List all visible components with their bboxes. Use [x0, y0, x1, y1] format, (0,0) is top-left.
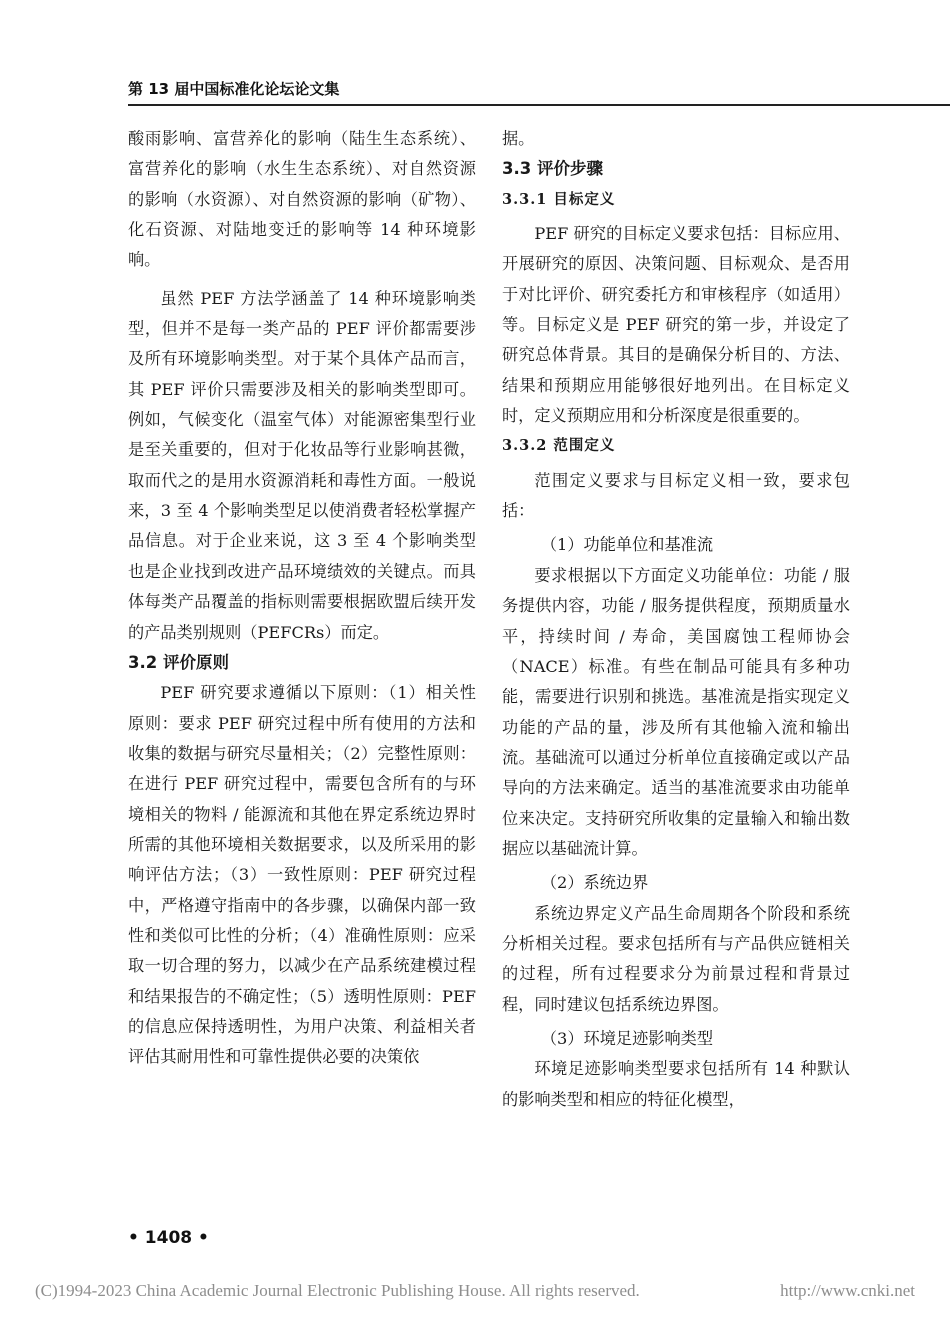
- copyright-text: (C)1994-2023 China Academic Journal Electronic Publishing House. All rights reserved.: [35, 1281, 640, 1300]
- left-column: [128, 124, 476, 1073]
- paragraph-footprint-impact: 环境足迹影响类型要求包括所有 14 种默认的影响类型和相应的特征化模型，: [502, 1059, 850, 1109]
- item-heading-functional-unit: （1）功能单位和基准流: [540, 535, 714, 555]
- paragraph-continued: 酸雨影响、富营养化的影响（陆生生态系统）、富营养化的影响（水生生态系统）、对自然资源的影响（水资源）、对自然资源的影响（矿物）、化石资源、对陆地变迁的影响等 14 种环境影响。: [128, 129, 476, 270]
- item-heading-footprint-impact: （3）环境足迹影响类型: [540, 1028, 714, 1048]
- paragraph-system-boundary: 系统边界定义产品生命周期各个阶段和系统分析相关过程。要求包括所有与产品供应链相关的过程，所有过程要求分为前景过程和背景过程，同时建议包括系统边界图。: [502, 903, 850, 1014]
- paragraph-functional-unit: 要求根据以下方面定义功能单位：功能 / 服务提供内容，功能 / 服务提供程度，预期质量水平，持续时间 / 寿命，美国腐蚀工程师协会（NACE）标准。有些在制品可能具有多种功能，需要进行识别和挑选。基准流是指实现定义功能的产品的量，涉及所有其他输入流和输出流。基础流可以通过分析单位直接确定或以产品导向的方法来确定。适当的基准流要求由功能单位来决定。支持研究所收集的定量输入和输出数据应以基础流计算。: [502, 565, 850, 858]
- subsection-heading-3-3-2: 3.3.2 范围定义: [502, 437, 616, 455]
- page-number: • 1408 •: [128, 1228, 209, 1248]
- copyright-footer: [35, 1281, 915, 1301]
- paragraph-goal-definition: PEF 研究的目标定义要求包括：目标应用、开展研究的原因、决策问题、目标观众、是否用于对比评价、研究委托方和审核程序（如适用）等。目标定义是 PEF 研究的第一步，并设定了研究总体背景。其目的是确保分析目的、方法、结果和预期应用能够很好地列出。在目标定义时，定义预期应用和分析深度是很重要的。: [502, 224, 850, 426]
- running-header: 第 13 届中国标准化论坛论文集: [128, 80, 340, 98]
- section-heading-3-2: 3.2 评价原则: [128, 652, 229, 672]
- header-rule: [128, 104, 950, 106]
- paragraph-scope-definition: 范围定义要求与目标定义相一致，要求包括：: [502, 470, 850, 521]
- section-heading-3-3: 3.3 评价步骤: [502, 159, 603, 179]
- right-column: [502, 124, 850, 1115]
- subsection-heading-3-3-1: 3.3.1 目标定义: [502, 190, 616, 208]
- item-heading-system-boundary: （2）系统边界: [540, 873, 649, 893]
- paragraph-principles: PEF 研究要求遵循以下原则：（1）相关性原则：要求 PEF 研究过程中所有使用的方法和收集的数据与研究尽量相关；（2）完整性原则：在进行 PEF 研究过程中，需要包含所有的与环境相关的物料 / 能源流和其他在界定系统边界时所需的其他环境相关数据要求，以及所采用的影响评估方法；（3）一致性原则：PEF 研究过程中，严格遵守指南中的各步骤，以确保内部一致性和类似可比性的分析；（4）准确性原则：应采取一切合理的努力，以减少在产品系统建模过程和结果报告的不确定性；（5）透明性原则：PEF 的信息应保持透明性，为用户决策、利益相关者评估其耐用性和可靠性提供必要的决策依: [128, 683, 476, 1067]
- paragraph-impact-types: 虽然 PEF 方法学涵盖了 14 种环境影响类型，但并不是每一类产品的 PEF 评价都需要涉及所有环境影响类型。对于某个具体产品而言，其 PEF 评价只需要涉及相关的影响类型即可。例如，气候变化（温室气体）对能源密集型行业是至关重要的，但对于化妆品等行业影响甚微，取而代之的是用水资源消耗和毒性方面。一般说来，3 至 4 个影响类型足以使消费者轻松掌握产品信息。对于企业来说，这 3 至 4 个影响类型也是企业找到改进产品环境绩效的关键点。而具体每类产品覆盖的指标则需要根据欧盟后续开发的产品类别规则（PEFCRs）而定。: [128, 288, 476, 642]
- footer-url: http://www.cnki.net: [780, 1281, 915, 1300]
- paragraph-continued-right: 据。: [502, 129, 535, 148]
